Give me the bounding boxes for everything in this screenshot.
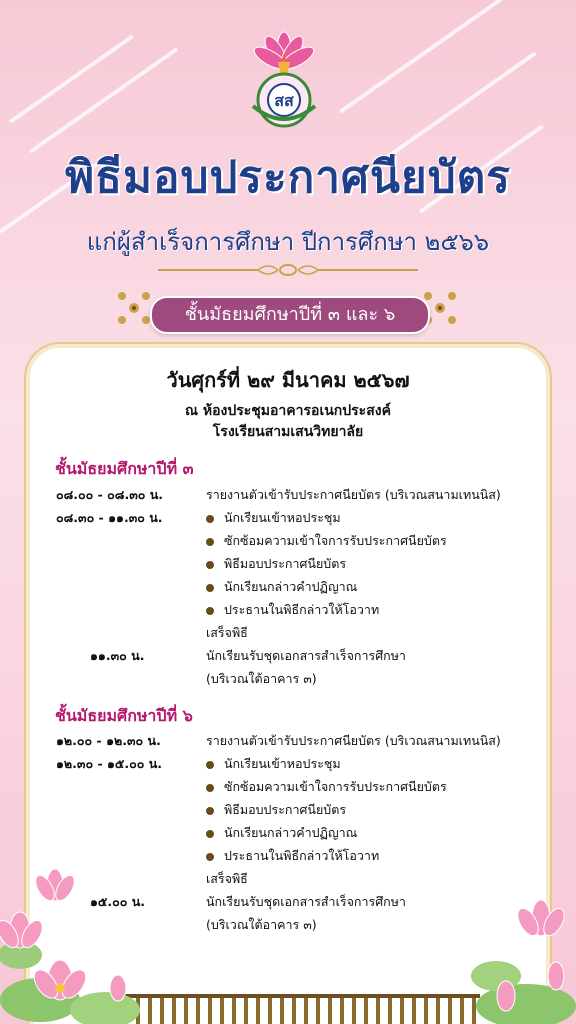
event-school: โรงเรียนสามเสนวิทยาลัย [212,424,364,440]
bullet-icon [206,607,214,615]
gold-divider-icon [158,262,418,278]
schedule-activity: นักเรียนรับชุดเอกสารสำเร็จการศึกษา [206,894,406,909]
schedule-time: ๑๒.๓๐ - ๑๕.๐๐ น. [56,756,163,771]
page-title: พิธีมอบประกาศนียบัตร [65,152,511,203]
list-item: ประธานในพิธีกล่าวให้โอวาท [206,846,379,866]
schedule-time: ๑๑.๓๐ น. [90,648,145,663]
schedule-activity: (บริเวณใต้อาคาร ๓) [206,671,317,686]
list-item: นักเรียนกล่าวคำปฏิญาณ [206,823,357,843]
bullet-icon [206,807,214,815]
list-item: นักเรียนเข้าหอประชุม [206,508,341,528]
schedule-time: ๐๘.๐๐ - ๐๘.๓๐ น. [56,487,164,502]
bullet-icon [206,561,214,569]
list-item: ประธานในพิธีกล่าวให้โอวาท [206,600,379,620]
schedule-activity: เสร็จพิธี [206,625,248,640]
list-item: ซักซ้อมความเข้าใจการรับประกาศนียบัตร [206,777,447,797]
section-heading-m6: ชั้นมัธยมศึกษาปีที่ ๖ [55,706,193,725]
event-date: วันศุกร์ที่ ๒๙ มีนาคม ๒๕๖๗ [166,368,410,392]
schedule-activity: เสร็จพิธี [206,871,248,886]
lotus-flowers-icon [456,896,576,1024]
school-logo-icon [245,28,323,130]
schedule-activity: รายงานตัวเข้ารับประกาศนียบัตร (บริเวณสนามเทนนิส) [206,487,501,502]
bullet-icon [206,515,214,523]
decor-stripe [29,47,179,154]
schedule-activity: รายงานตัวเข้ารับประกาศนียบัตร (บริเวณสนามเทนนิส) [206,733,501,748]
schedule-time: ๑๕.๐๐ น. [90,894,146,909]
event-location: ณ ห้องประชุมอาคารอเนกประสงค์ [185,403,391,419]
grade-level-badge: ชั้นมัธยมศึกษาปีที่ ๓ และ ๖ [150,296,430,334]
bullet-icon [206,761,214,769]
list-item: พิธีมอบประกาศนียบัตร [206,554,346,574]
decor-fence [100,994,480,1024]
schedule-activity: นักเรียนรับชุดเอกสารสำเร็จการศึกษา [206,648,406,663]
schedule-time: ๑๒.๐๐ - ๑๒.๓๐ น. [56,733,161,748]
list-item: นักเรียนเข้าหอประชุม [206,754,341,774]
lotus-flowers-icon [0,860,140,1024]
list-item: นักเรียนกล่าวคำปฏิญาณ [206,577,357,597]
section-heading-m3: ชั้นมัธยมศึกษาปีที่ ๓ [55,459,194,478]
svg-text:สส: สส [274,91,294,110]
decor-stripe [9,34,134,123]
list-item: พิธีมอบประกาศนียบัตร [206,800,346,820]
bullet-icon [206,784,214,792]
schedule-time: ๐๘.๓๐ - ๑๑.๓๐ น. [56,510,163,525]
decor-stripe [339,0,505,114]
ornament-icon [114,288,154,328]
bullet-icon [206,584,214,592]
page-subtitle: แก่ผู้สำเร็จการศึกษา ปีการศึกษา ๒๕๖๖ [86,228,490,256]
bullet-icon [206,538,214,546]
list-item: ซักซ้อมความเข้าใจการรับประกาศนียบัตร [206,531,447,551]
bullet-icon [206,830,214,838]
schedule-activity: (บริเวณใต้อาคาร ๓) [206,917,317,932]
bullet-icon [206,853,214,861]
